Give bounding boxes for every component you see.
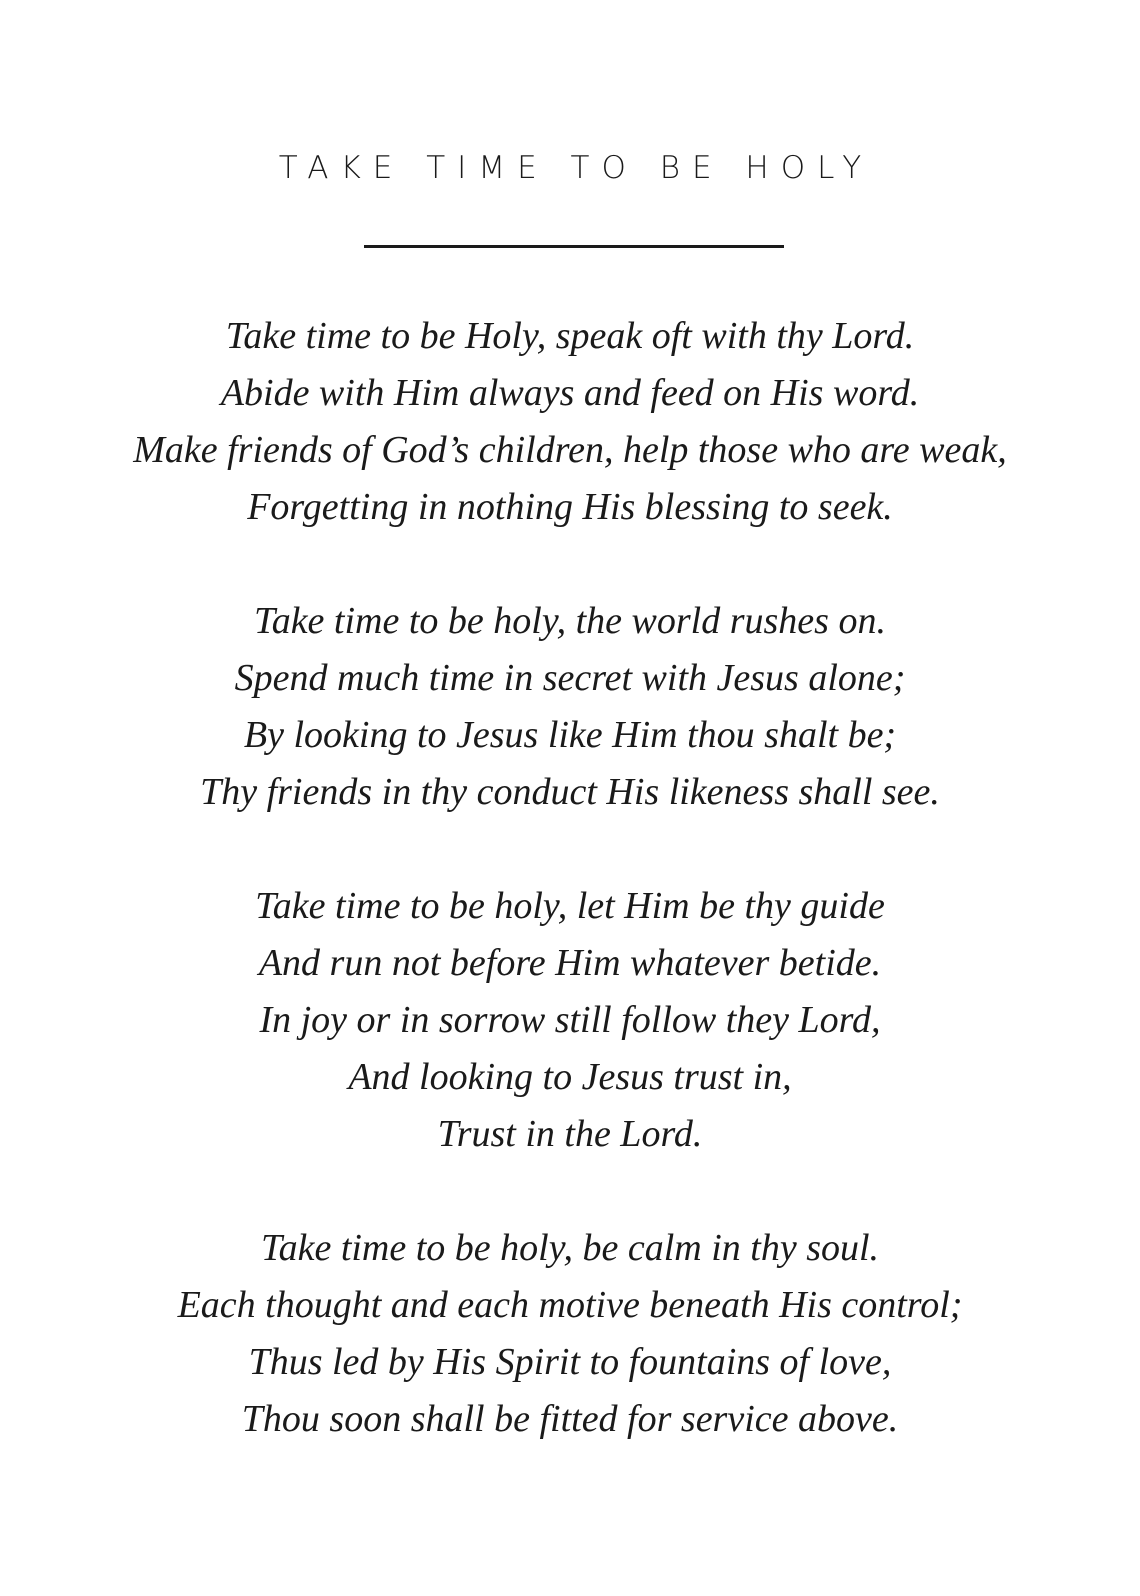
stanza-1: [0, 308, 1140, 536]
poem-line: Thou soon shall be fitted for service above.: [241, 1398, 899, 1440]
stanza-4: [0, 1220, 1140, 1448]
poem-line: Forgetting in nothing His blessing to seek.: [247, 486, 893, 528]
poem-line: In joy or in sorrow still follow they Lord,: [259, 999, 881, 1041]
poem-line: Take time to be holy, let Him be thy guide: [255, 885, 885, 927]
page-title: TAKE TIME TO BE HOLY: [278, 150, 874, 186]
stanza-3: [0, 878, 1140, 1163]
poem-line: Each thought and each motive beneath His control;: [177, 1284, 963, 1326]
title-divider: [364, 245, 784, 248]
stanza-2: [0, 593, 1140, 821]
poem-line: Abide with Him always and feed on His word.: [220, 372, 920, 414]
poem-line: Take time to be Holy, speak oft with thy Lord.: [225, 315, 915, 357]
poem-line: Thus led by His Spirit to fountains of love,: [248, 1341, 892, 1383]
poem-line: Make friends of God’s children, help those who are weak,: [133, 429, 1007, 471]
poem-line: Take time to be holy, the world rushes on.: [254, 600, 886, 642]
poem-line: Take time to be holy, be calm in thy soul.: [260, 1227, 880, 1269]
poem-line: And run not before Him whatever betide.: [258, 942, 882, 984]
poem-line: And looking to Jesus trust in,: [348, 1056, 792, 1098]
poem: [0, 308, 1140, 1505]
poem-line: Trust in the Lord.: [437, 1113, 703, 1155]
poem-line: Thy friends in thy conduct His likeness shall see.: [200, 771, 940, 813]
poem-line: By looking to Jesus like Him thou shalt be;: [243, 714, 897, 756]
poem-line: Spend much time in secret with Jesus alone;: [234, 657, 906, 699]
